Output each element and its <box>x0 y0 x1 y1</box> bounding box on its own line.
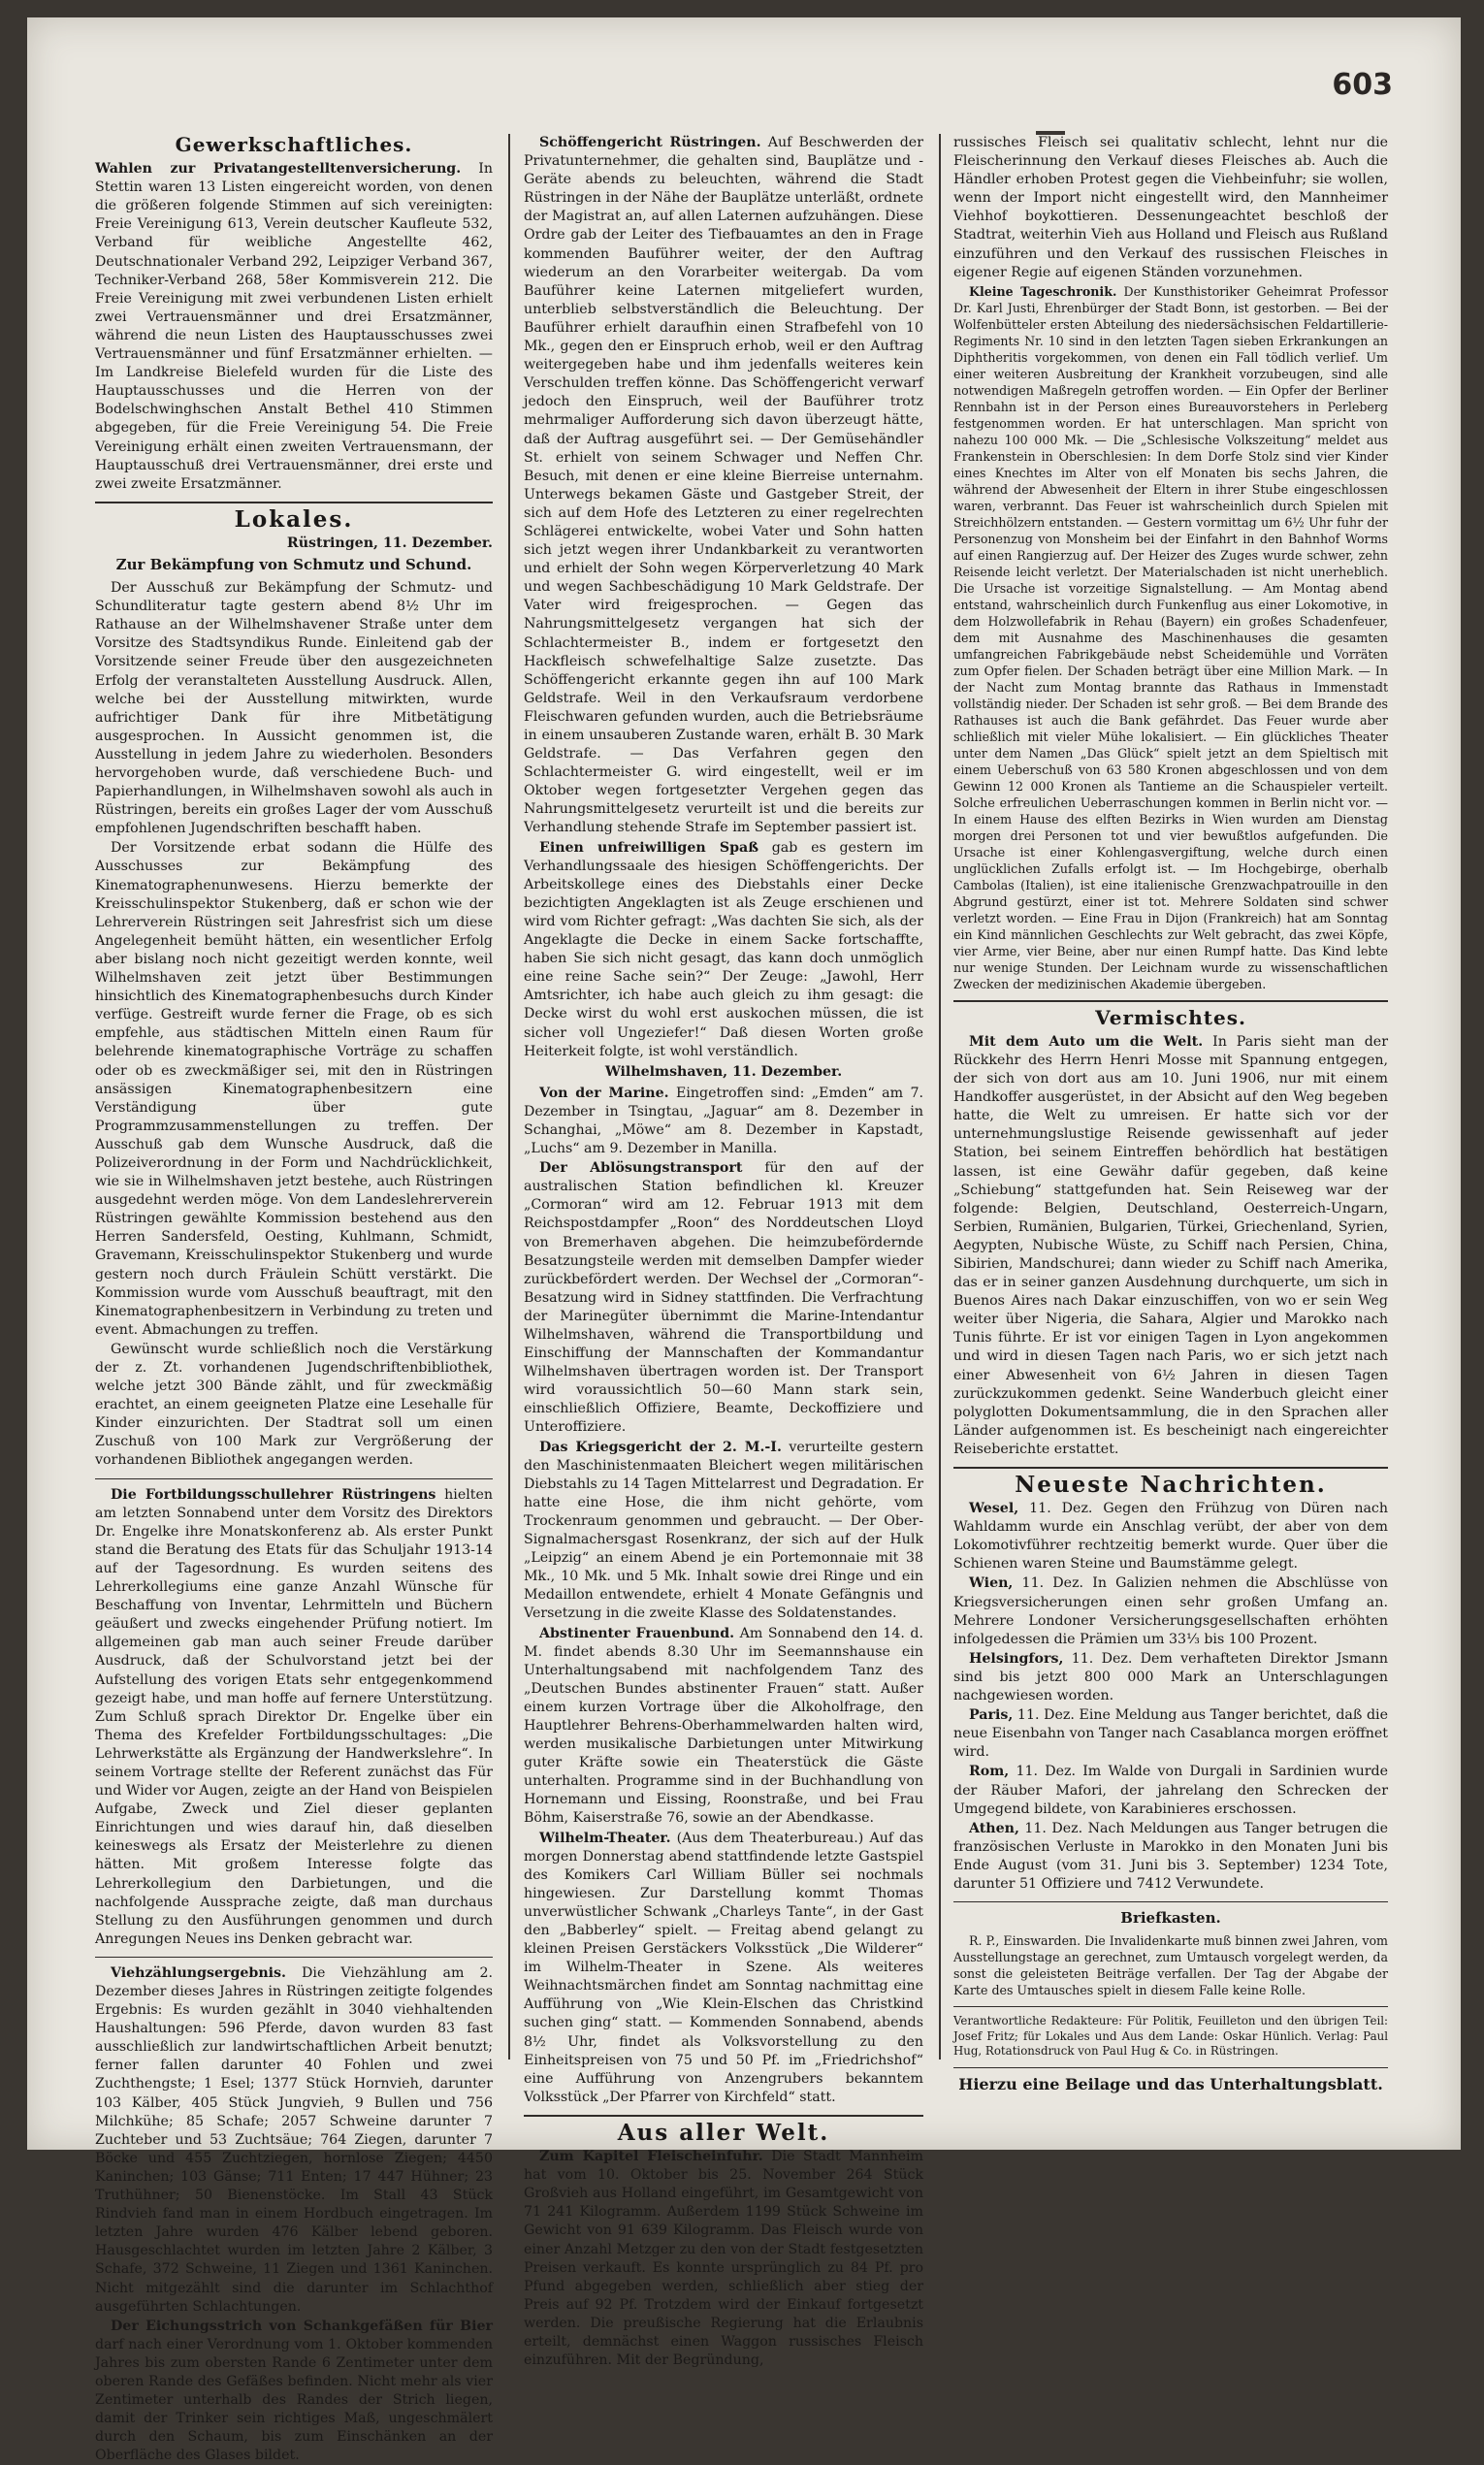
article-theater <box>524 1830 923 2107</box>
article-divider <box>95 1478 493 1479</box>
section-divider <box>95 502 493 503</box>
article-viehzaehlung <box>95 1964 493 2317</box>
article-spass <box>524 839 923 1061</box>
article-tageschronik <box>953 283 1388 992</box>
briefkasten-text: R. P., Einswarden. Die Invalidenkarte muß binnen zwei Jahren, vom Ausstellungstage an gerechnet, zum Umtausch vorgelegt werden, da sonst die geleisteten Beiträge verfallen. Der Tag der Abgabe der Karte des Umtausches spielt in diesem Falle keine Rolle. <box>953 1933 1388 1998</box>
column-3 <box>953 134 1388 2103</box>
article-lead: Der Eichungsstrich von Schankgefäßen für Bier <box>111 2318 493 2334</box>
article-frauenbund <box>524 1625 923 1829</box>
article-divider <box>95 1957 493 1958</box>
article-text: In Stettin waren 13 Listen eingereicht worden, von denen die größeren folgende Stimmen auf sich vereinigten: Freie Vereinigung 613, Verein deutscher Kaufleute 532, Verband für weibliche Angestellte 462, Deutschnationaler Verband 292, Leipziger Verband 367, Techniker-Verband 268, 58er Kommisverein 212. Die Freie Vereinigung mit zwei verbundenen Listen erhielt zwei Vertrauensmänner und drei Ersatzmänner, während die neun Listen des Hauptausschusses zwei Vertrauensmänner und fünf Ersatzmänner erhielten. — Im Landkreise Bielefeld wurden für die Liste des Hauptausschusses und die Herren von der Bodelschwinghschen Anstalt Bethel 410 Stimmen abgegeben, für die Freie Vereinigung 54. Die Freie Vereinigung erhält einen zweiten Vertrauensmann, der Hauptausschuß drei Vertrauensmänner, drei erste und zwei zweite Ersatzmänner. <box>95 161 493 492</box>
article-eichungsstrich <box>95 2318 493 2465</box>
news-place: Paris, <box>969 1707 1014 1724</box>
supplement-banner: Hierzu eine Beilage und das Unterhaltungsblatt. <box>958 2074 1383 2093</box>
article-text: Die Viehzählung am 2. Dezember dieses Jahres in Rüstringen zeitigte folgendes Ergebnis: Es wurden gezählt in 3040 viehhaltenden Haushaltungen: 596 Pferde, davon wurden 83 fast ausschließlich zur landwirtschaftlichen Arbeit benutzt; ferner fallen darunter 40 Fohlen und zwei Zuchthengste; 1 Esel; 1377 Stück Hornvieh, darunter 103 Kälber, 405 Stück Jungvieh, 9 Bullen und 756 Milchkühe; 85 Schafe; 2057 Schweine darunter 7 Zuchteber und 53 Zuchtsäue; 764 Ziegen, darunter 7 Böcke und 455 Zuchtziegen, hornlose Ziegen; 4450 Kaninchen; 103 Gänse; 711 Enten; 17 447 Hühner; 23 Truthühner; 50 Bienenstöcke. Im Stall 43 Stück Rindvieh fand man in einem Hordbuch eingetragen. Im letzten Jahre wurden 476 Kälber lebend geboren. Hausgeschlachtet wurden im letzten Jahre 2 Kälber, 3 Schafe, 372 Schweine, 11 Ziegen und 1361 Kaninchen. Nicht mitgezählt sind die darunter im Schlachthof ausgeführten Schlachtungen. <box>95 1964 493 2315</box>
article-lead: Der Ablösungstransport <box>539 1160 743 1177</box>
article-lead: Abstinenter Frauenbund. <box>539 1625 735 1641</box>
article-text: Am Sonnabend den 14. d. M. findet abends 8.30 Uhr im Seemannshause ein Unterhaltungsabend mit nachfolgendem Tanz des „Deutschen Bundes abstinenter Frauen“ statt. Außer einem kurzen Vortrage über die Alkoholfrage, den Hauptlehrer Behrens-Oberhammelwarden halten wird, werden musikalische Darbietungen unter Mitwirkung guter Kräfte sowie ein Theaterstück die Gäste unterhalten. Programme sind in der Buchhandlung von Hornemann und Eissing, Roonstraße, und bei Frau Böhm, Kaiserstraße 76, sowie an der Abendkasse. <box>524 1625 923 1827</box>
article-lead: Das Kriegsgericht der 2. M.-I. <box>539 1439 782 1455</box>
article-auto-welt <box>953 1033 1388 1459</box>
article-paragraph: Gewünscht wurde schließlich noch die Verstärkung der z. Zt. vorhandenen Jugendschriftenbibliothek, welche jetzt 300 Bände zählt, und für zweckmäßig erachtet, an einem geeigneten Platze eine Lesehalle für Kinder einzurichten. Der Stadtrat soll um einen Zuschuß von 100 Mark zur Vergrößerung der vorhandenen Bibliothek angegangen werden. <box>95 1341 493 1469</box>
article-text: Eingetroffen sind: „Emden“ am 7. Dezember in Tsingtau, „Jaguar“ am 8. Dezember in Schanghai, „Möwe“ am 8. Dezember in Kapstadt, „Luchs“ am 9. Dezember in Manilla. <box>524 1085 924 1157</box>
article-fleischeinfuhr <box>524 2148 923 2370</box>
article-lead: Zum Kapitel Fleischeinfuhr. <box>539 2149 763 2165</box>
article-lead: Wahlen zur Privatangestelltenversicherung. <box>95 161 462 178</box>
column-1 <box>95 133 493 2464</box>
article-text: gab es gestern im Verhandlungssaale des hiesigen Schöffengerichts. Der Arbeitskollege eines des Diebstahls einer Decke bezichtigten Angeklagten ist als Zeuge erschienen und wird vom Richter gefragt: „Was dachten Sie sich, als der Angeklagte die Decke in einem Sacke fortschaffte, haben Sie sich nicht gesagt, das kann doch unmöglich eine reine Sache sein?“ Der Zeuge: „Jawohl, Herr Amtsrichter, ich habe auch gleich zu ihm gesagt: die Decke wirst du wohl erst auskochen müssen, die ist sicher voll Ungeziefer!“ Daß diesen Worten große Heiterkeit folgte, ist wohl verständlich. <box>524 839 923 1059</box>
news-item <box>953 1500 1388 1573</box>
article-wahlen <box>95 160 493 494</box>
page-number: 603 <box>1332 68 1393 102</box>
article-text: für den auf der australischen Station befindlichen kl. Kreuzer „Cormoran“ wird am 12. Februar 1913 mit dem Reichspostdampfer „Roon“ des Norddeutschen Lloyd von Bremerhaven abgehen. Die heimzubefördernde Besatzungsteile werden mit demselben Dampfer wieder zurückbefördert werden. Der Wechsel der „Cormoran“-Besatzung wird in Sidney stattfinden. Die Verfrachtung der Marinegüter übernimmt die Marine-Intendantur Wilhelmshaven, während die Transportbildung und Einschiffung der Mannschaften der Kommandantur Wilhelmshaven übertragen worden ist. Der Transport wird voraussichtlich 50—60 Mann stark sein, einschließlich Offiziere, Beamte, Deckoffiziere und Unteroffiziere. <box>524 1160 924 1436</box>
section-divider <box>953 1467 1388 1469</box>
article-marine <box>524 1085 923 1158</box>
news-item <box>953 1820 1388 1894</box>
article-paragraph: Der Vorsitzende erbat sodann die Hülfe des Ausschusses zur Bekämpfung des Kinematographenunwesens. Hierzu bemerkte der Kreisschulinspektor Stukenberg, daß er schon wie der Lehrerverein Rüstringen seit Jahresfrist sich um diese Angelegenheit bemüht hätten, ein wesentlicher Erfolg aber bislang noch nicht gezeitigt werden konnte, weil Wilhelmshaven zeit jetzt über Bestimmungen hinsichtlich des Kinematographenbesuchs durch Kinder verfüge. Gestreift wurde ferner die Frage, ob es sich empfehle, aus städtischen Mitteln einen Raum für belehrende kinematographische Vorträge zu schaffen oder ob es zweckmäßiger sei, mit den in Rüstringen ansässigen Kinematographenbesitzern eine Verständigung über gute Programmzusammenstellungen zu treffen. Der Ausschuß gab dem Wunsche Ausdruck, daß die Polizeiverordnung in der Form und Nachdrücklichkeit, wie sie in Wilhelmshaven jetzt bestehe, auch Rüstringen ausgedehnt werden möge. Von dem Landeslehrerverein Rüstringen gewählte Kommission bestehend aus den Herren Sandersfeld, Oesting, Kuhlmann, Schmidt, Gravemann, Kreisschulinspektor Stukenberg und wurde gestern noch durch Fräulein Schütt verstärkt. Die Kommission wurde vom Ausschuß beauftragt, mit den Kinematographenbesitzern in Verbindung zu treten und event. Abmachungen zu treffen. <box>95 840 493 1338</box>
column-rule <box>939 134 941 2060</box>
article-lead: Einen unfreiwilligen Spaß <box>539 839 758 856</box>
news-text: 11. Dez. Gegen den Frühzug von Düren nach Wahldamm wurde ein Anschlag verübt, der aber von dem Lokomotivführer rechtzeitig bemerkt wurde. Quer über die Schienen waren Steine und Baumstämme gelegt. <box>953 1501 1388 1573</box>
section-heading-aus-aller-welt: Aus aller Welt. <box>617 2119 830 2146</box>
article-text: Der Kunsthistoriker Geheimrat Professor Dr. Karl Justi, Ehrenbürger der Stadt Bonn, ist gestorben. — Bei der Wolfenbütteler ersten Abteilung des niedersächsischen Feldartillerie-Regiments Nr. 10 sind in den letzten Tagen sieben Erkrankungen an Diphtheritis vorgekommen, von denen ein Fall tödlich verlief. Um einer weiteren Ausbreitung der Krankheit vorzubeugen, sind alle notwendigen Maßregeln getroffen worden. — Ein Opfer der Berliner Rennbahn ist in der Person eines Bureauvorstehers in Perleberg festgenommen worden. Er hat unterschlagen. Man spricht von nahezu 100 000 Mk. — Die „Schlesische Volkszeitung“ meldet aus Frankenstein in Oberschlesien: In dem Dorfe Stolz sind vier Kinder eines Knechtes im Alter von elf Monaten bis sechs Jahren, die während der Abwesenheit der Eltern in ihrer Stube eingeschlossen waren, verbrannt. Das Feuer ist wahrscheinlich durch Spielen mit Streichhölzern entstanden. — Gestern vormittag um 6½ Uhr fuhr der Personenzug von Monsheim bei der Einfahrt in den Bahnhof Worms auf einen Rangierzug auf. Der Heizer des Zuges wurde schwer, zehn Reisende leicht verletzt. Der Materialschaden ist nicht unerheblich. Die Ursache ist vorzeitige Signalstellung. — Am Montag abend entstand, wahrscheinlich durch Funkenflug aus einer Lokomotive, in dem Holzwollefabrik in Rehau (Bayern) ein großes Schadenfeuer, dem mit Ausnahme des Maschinenhauses die gesamten umfangreichen Fabrikgebäude nebst Scheidemühle und Vorräten zum Opfer fielen. Der Schaden beträgt über eine Million Mark. — In der Nacht zum Montag brannte das Rathaus in Immenstadt vollständig nieder. Der Schaden ist sehr groß. — Bei dem Brande des Rathauses ist auch die Bank gefährdet. Das Feuer wurde aber schließlich mit vieler Mühe lokalisiert. — Ein glückliches Theater unter dem Namen „Das Glück“ spielt jetzt an dem Spieltisch mit einem Ueberschuß von 63 580 Kronen abgeschlossen und von dem Gewinn 12 000 Kronen als Tantieme an die Schauspieler verteilt. Solche erfreulichen Ueberraschungen kommen in Berlin nicht vor. — In einem Hause des elften Bezirks in Wien wurden am Dienstag morgen drei Personen tot und vier bewußtlos aufgefunden. Die Ursache ist einer Kohlengasvergiftung, welche durch einen unglücklichen Zufalls erfolgt ist. — Im Hochgebirge, oberhalb Cambolas (Italien), ist eine italienische Grenzwachpatrouille in den Abgrund gestürzt, einer ist tot. Mehrere Soldaten sind schwer verletzt worden. — Eine Frau in Dijon (Frankreich) hat am Sonntag ein Kind männlichen Geschlechts zur Welt gebracht, das zwei Köpfe, vier Arme, vier Beine, aber nur einen Rumpf hatte. Das Kind lebte nur wenige Stunden. Der Leichnam wurde zu wissenschaftlichen Zwecken der medizinischen Akademie übergeben. <box>953 283 1388 991</box>
news-text: 11. Dez. Im Walde von Durgali in Sardinien wurde der Räuber Mafori, der jahrelang den Schrecken der Umgegend bildete, von Karabinieres erschossen. <box>953 1764 1388 1817</box>
section-heading-gewerkschaftliches: Gewerkschaftliches. <box>175 133 413 156</box>
article-paragraph: Der Ausschuß zur Bekämpfung der Schmutz- und Schundliteratur tagte gestern abend 8½ Uhr im Rathause an der Wilhelmshavener Straße unter dem Vorsitze des Stadtsyndikus Runde. Einleitend gab der Vorsitzende seiner Freude über den ausgezeichneten Erfolg der veranstalteten Ausstellung Ausdruck. Allen, welche bei der Ausstellung mitwirkten, wurde aufrichtiger Dank für ihre Mitbetätigung ausgesprochen. In Aussicht genommen ist, die Ausstellung in jedem Jahre zu wiederholen. Besonders hervorgehoben wurde, daß verschiedene Buch- und Papierhandlungen, in Wilhelmshaven sowohl als auch in Rüstringen, bereits ein großes Lager der vom Ausschuß empfohlenen Jugendschriften beschafft haben. <box>95 580 493 837</box>
article-lead: Kleine Tageschronik. <box>969 283 1117 299</box>
news-item <box>953 1706 1388 1762</box>
news-place: Wien, <box>969 1575 1014 1592</box>
article-lead: Mit dem Auto um die Welt. <box>969 1033 1204 1050</box>
news-place: Rom, <box>969 1764 1010 1780</box>
article-lead: Die Fortbildungsschullehrer Rüstringens <box>111 1486 436 1503</box>
article-text: hielten am letzten Sonnabend unter dem Vorsitz des Direktors Dr. Engelke ihre Monatskonferenz ab. Als erster Punkt stand die Beratung des Etats für das Schuljahr 1913-14 auf der Tagesordnung. Es wurden seitens des Lehrerkollegiums eine ganze Anzahl Wünsche für Beschaffung von Inventar, Lehrmitteln und Büchern geäußert und zwecks eingehender Prüfung notiert. Im allgemeinen gab man auch seiner Freude darüber Ausdruck, daß der Schulvorstand jetzt bei der Aufstellung des vorigen Etats sehr entgegenkommend gezeigt habe, und man hoffe auf fernere Unterstützung. Zum Schluß sprach Direktor Dr. Engelke über ein Thema des Krefelder Fortbildungsschultages: „Die Lehrwerkstätte als Ergänzung der Handwerkslehre“. In seinem Vortrage stellte der Referent zunächst das Für und Wider vor Augen, zeigte an der Hand von Beispielen Aufgabe, Zweck und Ziel dieser geplanten Einrichtungen und wies darauf hin, daß dieselben keineswegs als Ersatz der Meisterlehre zu dienen hätten. Mit großem Interesse folgte das Lehrerkollegium den Darbietungen, und die nachfolgende Aussprache zeigte, daß man durchaus Stellung zu den Ausführungen genommen und durch Anregungen Neues ins Denken gebracht war. <box>95 1486 493 1947</box>
article-abloesung <box>524 1159 923 1437</box>
news-item <box>953 1574 1388 1648</box>
news-text: 11. Dez. In Galizien nehmen die Abschlüsse von Kriegsversicherungen einen sehr großen Umfang an. Mehrere Londoner Versicherungsgesellschaften erhöhten infolgedessen die Prämien um 33⅓ bis 100 Prozent. <box>953 1575 1388 1647</box>
section-heading-briefkasten: Briefkasten. <box>1120 1909 1221 1928</box>
column-rule <box>508 134 510 2060</box>
section-heading-lokales: Lokales. <box>234 505 354 533</box>
news-text: 11. Dez. Dem verhafteten Direktor Jsmann sind bis jetzt 800 000 Mark an Unterschlagungen nachgewiesen worden. <box>953 1650 1388 1704</box>
article-schoeffengericht <box>524 134 923 838</box>
news-place: Helsingfors, <box>969 1650 1064 1667</box>
news-item <box>953 1650 1388 1705</box>
article-fortbildung <box>95 1486 493 1949</box>
article-lead: Wilhelm-Theater. <box>539 1830 671 1846</box>
article-continuation: russisches Fleisch sei qualitativ schlecht, lehnt nur die Fleischerinnung den Verkauf dieses Fleisches ab. Auch die Händler erhoben Protest gegen die Viehbeinfuhr; sie wollen, wenn der Import nicht eingestellt wird, den Mannheimer Viehhof boykottieren. Dessenungeachtet beschloß der Stadtrat, weiterhin Vieh aus Holland und Fleisch aus Rußland einzuführen und den Verkauf des russischen Fleisches in eigener Regie auf eigenen Ständen vorzunehmen. <box>953 135 1388 280</box>
news-place: Wesel, <box>969 1501 1019 1517</box>
news-text: 11. Dez. Eine Meldung aus Tanger berichtet, daß die neue Eisenbahn von Tanger nach Casablanca morgen eröffnet wird. <box>953 1707 1388 1761</box>
news-text: 11. Dez. Nach Meldungen aus Tanger betrugen die französischen Verluste in Marokko in den Monaten Juni bis Ende August (vom 31. Juni bis 3. September) 1234 Tote, darunter 51 Offiziere und 7412 Verwundete. <box>953 1820 1388 1892</box>
section-divider <box>524 2115 923 2117</box>
section-heading-neueste-nachrichten: Neueste Nachrichten. <box>1015 1472 1327 1498</box>
section-heading-vermischtes: Vermischtes. <box>1095 1005 1246 1029</box>
section-divider <box>953 2067 1388 2068</box>
article-text: (Aus dem Theaterbureau.) Auf das morgen Donnerstag abend stattfindende letzte Gastspiel des Komikers Carl William Büller sei nochmals hingewiesen. Zur Darstellung kommt Thomas unverwüstlicher Schwank „Charleys Tante“, in der Gast den „Babberley“ spielt. — Freitag abend gelangt zu kleinen Preisen Gerstäckers Volksstück „Die Wilderer“ im Wilhelm-Theater in Szene. Als weiteres Weihnachtsmärchen findet am Sonntag nachmittag eine Aufführung von „Wie Klein-Elschen das Christkind suchen ging“ statt. — Kommenden Sonnabend, abends 8½ Uhr, findet als Volksvorstellung zu den Einheitspreisen von 75 und 50 Pf. im „Friedrichshof“ eine Aufführung von Anzengrubers bekanntem Volksstück „Der Pfarrer von Kirchfeld“ statt. <box>524 1830 924 2105</box>
news-place: Athen, <box>969 1820 1019 1836</box>
article-text: In Paris sieht man der Rückkehr des Herrn Henri Mosse mit Spannung entgegen, der sich von dort aus am 10. Juni 1906, nur mit einem Handkoffer ausgerüstet, in der Absicht auf den Weg begeben hatte, die Welt zu umreisen. Er hatte sich vor der unternehmungslustige Reisende gewissenhaft auf jeder Station, bei seinem Eintreffen behördlich hat bestätigen lassen, ist eine Gewähr dafür gegeben, daß keine „Schiebung“ stattgefunden hat. Sein Reiseweg war der folgende: Belgien, Deutschland, Oesterreich-Ungarn, Serbien, Rumänien, Bulgarien, Türkei, Griechenland, Syrien, Aegypten, Nubische Wüste, zu Schiff nach Persien, China, Sibirien, Mandschurei; dann wieder zu Schiff nach Amerika, das er in seiner ganzen Ausdehnung durchquerte, um sich in Buenos Aires nach Dakar einzuschiffen, von wo er sein Weg weiter über Nigeria, die Sahara, Algier und Marokko nach Tunis führte. Er ist vor einigen Tagen in Lyon angekommen und wird in diesen Tagen nach Paris, wo er sich jetzt nach einer Abwesenheit von 6½ Jahren in diesen Tagen zurückzukommen gedenkt. Seine Wanderbuch gleicht einer polyglotten Dokumentsammlung, die in den Sprachen aller Länder aufgenommen ist. Es bescheinigt nach eingereichter Reiseberichte erstattet. <box>953 1033 1388 1457</box>
article-text: verurteilte gestern den Maschinistenmaaten Bleichert wegen militärischen Diebstahls zu 14 Tagen Mittelarrest und Degradation. Er hatte eine Hose, die ihm nicht gehörte, vom Trockenraum genommen und gebraucht. — Der Ober-Signalmachersgast Rosenkranz, der sich auf der Hulk „Leipzig“ an einem Abend je ein Portemonnaie mit 38 Mk., 10 Mk. und 5 Mk. Inhalt sowie drei Ringe und ein Medaillon entwendete, erhielt 4 Monate Gefängnis und Versetzung in die zweite Klasse des Soldatenstandes. <box>524 1439 924 1622</box>
newspaper-page <box>27 17 1461 2464</box>
news-item <box>953 1763 1388 1818</box>
dateline: Wilhelmshaven, 11. Dezember. <box>604 1063 843 1080</box>
section-divider <box>953 2006 1388 2007</box>
article-text: Die Stadt Mannheim hat vom 10. Oktober bis 25. November 264 Stück Großvieh aus Holland eingeführt, im Gesamtgewicht von 71 241 Kilogramm. Außerdem 1199 Stück Schweine im Gewicht von 91 639 Kilogramm. Das Fleisch wurde von einer Anzahl Metzger zu den von der Stadt festgesetzten Preisen verkauft. Es konnte ursprünglich zu 84 Pf. pro Pfund abgegeben werden, schließlich aber stieg der Preis auf 92 Pf. Trotzdem wird der Einkauf fortgesetzt werden. Die preußische Regierung hat die Erlaubnis erteilt, demnächst einen Waggon russisches Fleisch einzuführen. Mit der Begründung, <box>524 2149 923 2369</box>
article-lead: Viehzählungsergebnis. <box>111 1964 286 1981</box>
article-kriegsgericht <box>524 1439 923 1624</box>
column-2 <box>524 134 924 2369</box>
article-heading-schund: Zur Bekämpfung von Schmutz und Schund. <box>115 555 472 573</box>
section-divider <box>953 1000 1388 1002</box>
section-divider <box>953 1901 1388 1902</box>
imprint: Verantwortliche Redakteure: Für Politik, Feuilleton und den übrigen Teil: Josef Fritz; für Lokales und Aus dem Lande: Oskar Hünlich. Verlag: Paul Hug, Rotationsdruck von Paul Hug & Co. in Rüstringen. <box>953 2014 1388 2059</box>
article-text: darf nach einer Verordnung vom 1. Oktober kommenden Jahres bis zum obersten Rande 6 Zentimeter unter dem oberen Rande des Gefäßes befinden. Nicht mehr als vier Zentimeter unterhalb des Randes der Strich liegen, damit der Trinker sein richtiges Maß, ungeschmälert durch den Schaum, bis zum Einschänken an der Oberfläche des Glases bildet. <box>95 2336 493 2464</box>
article-lead: Von der Marine. <box>539 1085 669 1101</box>
article-text: Auf Beschwerden der Privatunternehmer, die gehalten sind, Bauplätze und -Geräte abends zu beleuchten, während die Stadt Rüstringen in der Nähe der Bauplätze unterläßt, ordnete der Magistrat an, auf allen Laternen aufzuhängen. Diese Ordre gab der Leiter des Tiefbauamtes an den in Frage kommenden Bauführer weiter, der den Auftrag wiederum an den Vorarbeiter weitergab. Da vom Bauführer keine Laternen mitgeliefert wurden, unterblieb selbstverständlich die Beleuchtung. Der Bauführer erhielt daraufhin einen Strafbefehl von 10 Mk., gegen den er Einspruch erhob, weil er den Auftrag weitergegeben habe und ihm jedenfalls weiteres kein Verschulden treffen könne. Das Schöffengericht verwarf jedoch den Einspruch, weil der Bauführer trotz mehrmaliger Aufforderung sich davon überzeugt hätte, daß der Auftrag ausgeführt sei. — Der Gemüsehändler St. erhielt von seinem Schwager und Neffen Chr. Besuch, mit denen er eine kleine Bierreise unternahm. Unterwegs bekamen Gäste und Gastgeber Streit, der sich auf dem Hofe des Letzteren zu einer regelrechten Schlägerei entwickelte, wobei Vater und Sohn hatten sich jetzt wegen ihrer Undankbarkeit zu verantworten und erhielt der Sohn wegen Körperverletzung 40 Mark und wegen Sachbeschädigung 10 Mark Geldstrafe. Der Vater wird freigesprochen. — Gegen das Nahrungsmittelgesetz vergangen hat sich der Schlachtermeister B., indem er fortgesetzt den Hackfleisch schwefelhaltige Salze zusetzte. Das Schöffengericht erkannte gegen ihn auf 100 Mark Geldstrafe. Weil in den Verkaufsraum verdorbene Fleischwaren gefunden wurden, auch die Betriebsräume in einem unsauberen Zustande waren, erhält B. 30 Mark Geldstrafe. — Das Verfahren gegen den Schlachtermeister G. wird eingestellt, weil er im Oktober wegen fortgesetzter Vergehen gegen das Nahrungsmittelgesetz verurteilt ist und die bereits zur Verhandlung stehende Strafe im September passiert ist. <box>524 135 923 836</box>
dateline: Rüstringen, 11. Dezember. <box>286 535 493 551</box>
article-lead: Schöffengericht Rüstringen. <box>539 135 761 150</box>
